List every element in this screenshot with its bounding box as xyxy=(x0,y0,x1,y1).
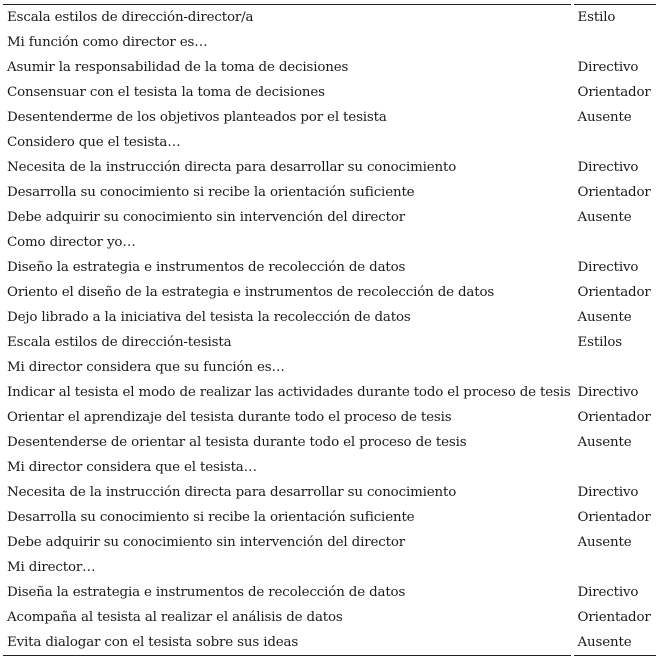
item-cell: Acompaña al tesista al realizar el análisis de datos xyxy=(7,610,343,625)
item-cell: Como director yo… xyxy=(7,235,136,250)
table-row xyxy=(3,430,656,455)
style-cell: Directivo xyxy=(572,55,656,80)
style-cell: Orientador xyxy=(572,605,656,630)
item-cell: Desentenderme de los objetivos planteados por el tesista xyxy=(7,110,387,125)
table-row xyxy=(3,455,656,480)
style-cell: Ausente xyxy=(572,105,656,130)
table-row xyxy=(3,155,656,180)
item-cell: Indicar al tesista el modo de realizar las actividades durante todo el proceso de tesis xyxy=(7,385,571,400)
style-cell: Ausente xyxy=(572,305,656,330)
table-row xyxy=(3,255,656,280)
item-cell: Evita dialogar con el tesista sobre sus ideas xyxy=(3,630,572,656)
style-cell: Orientador xyxy=(572,505,656,530)
item-cell: Escala estilos de dirección-director/a xyxy=(3,5,572,31)
style-cell xyxy=(572,355,656,380)
table-row xyxy=(3,30,656,55)
item-cell: Mi función como director es… xyxy=(7,35,208,50)
direction-styles-table xyxy=(3,4,656,656)
table-row xyxy=(3,330,656,355)
table-row xyxy=(3,505,656,530)
table-row xyxy=(3,580,656,605)
item-cell: Consensuar con el tesista la toma de decisiones xyxy=(7,85,325,100)
table-row xyxy=(3,105,656,130)
style-cell: Directivo xyxy=(572,155,656,180)
table-row xyxy=(3,605,656,630)
item-cell: Desarrolla su conocimiento si recibe la orientación suficiente xyxy=(7,185,415,200)
table-row xyxy=(3,205,656,230)
style-cell: Orientador xyxy=(572,280,656,305)
item-cell: Mi director considera que su función es… xyxy=(7,360,285,375)
style-cell: Directivo xyxy=(572,480,656,505)
style-cell xyxy=(572,230,656,255)
item-cell: Dejo librado a la iniciativa del tesista la recolección de datos xyxy=(7,310,411,325)
item-cell: Diseño la estrategia e instrumentos de recolección de datos xyxy=(7,260,406,275)
item-cell: Mi director… xyxy=(7,560,96,575)
style-cell: Directivo xyxy=(572,580,656,605)
style-cell: Estilos xyxy=(572,330,656,355)
style-cell xyxy=(572,30,656,55)
table-row xyxy=(3,555,656,580)
table-row xyxy=(3,180,656,205)
item-cell: Necesita de la instrucción directa para desarrollar su conocimiento xyxy=(7,160,457,175)
scale-table-container xyxy=(3,4,656,656)
table-row xyxy=(3,305,656,330)
table-row xyxy=(3,280,656,305)
style-cell: Ausente xyxy=(572,530,656,555)
style-cell: Orientador xyxy=(572,180,656,205)
style-cell: Ausente xyxy=(572,630,656,656)
style-cell xyxy=(572,130,656,155)
table-row xyxy=(3,55,656,80)
table-row xyxy=(3,530,656,555)
table-body xyxy=(3,5,656,656)
style-cell: Ausente xyxy=(572,430,656,455)
style-cell: Directivo xyxy=(572,380,656,405)
style-cell: Orientador xyxy=(572,405,656,430)
style-cell xyxy=(572,555,656,580)
item-cell: Desentenderse de orientar al tesista durante todo el proceso de tesis xyxy=(7,435,467,450)
style-cell: Directivo xyxy=(572,255,656,280)
item-cell: Desarrolla su conocimiento si recibe la orientación suficiente xyxy=(7,510,415,525)
item-cell: Necesita de la instrucción directa para desarrollar su conocimiento xyxy=(7,485,457,500)
item-cell: Asumir la responsabilidad de la toma de decisiones xyxy=(7,60,349,75)
item-cell: Considero que el tesista… xyxy=(7,135,181,150)
item-cell: Oriento el diseño de la estrategia e instrumentos de recolección de datos xyxy=(7,285,495,300)
item-cell: Diseña la estrategia e instrumentos de recolección de datos xyxy=(7,585,406,600)
style-cell: Orientador xyxy=(572,80,656,105)
item-cell: Orientar el aprendizaje del tesista durante todo el proceso de tesis xyxy=(7,410,452,425)
table-row xyxy=(3,5,656,31)
table-row xyxy=(3,480,656,505)
table-row xyxy=(3,80,656,105)
style-cell: Ausente xyxy=(572,205,656,230)
item-cell: Mi director considera que el tesista… xyxy=(7,460,257,475)
style-cell: Estilo xyxy=(572,5,656,31)
table-row xyxy=(3,355,656,380)
table-row xyxy=(3,230,656,255)
item-cell: Debe adquirir su conocimiento sin intervención del director xyxy=(7,210,405,225)
table-row xyxy=(3,130,656,155)
table-row xyxy=(3,405,656,430)
table-row xyxy=(3,380,656,405)
item-cell: Escala estilos de dirección-tesista xyxy=(7,335,232,350)
table-row xyxy=(3,630,656,656)
style-cell xyxy=(572,455,656,480)
item-cell: Debe adquirir su conocimiento sin intervención del director xyxy=(7,535,405,550)
